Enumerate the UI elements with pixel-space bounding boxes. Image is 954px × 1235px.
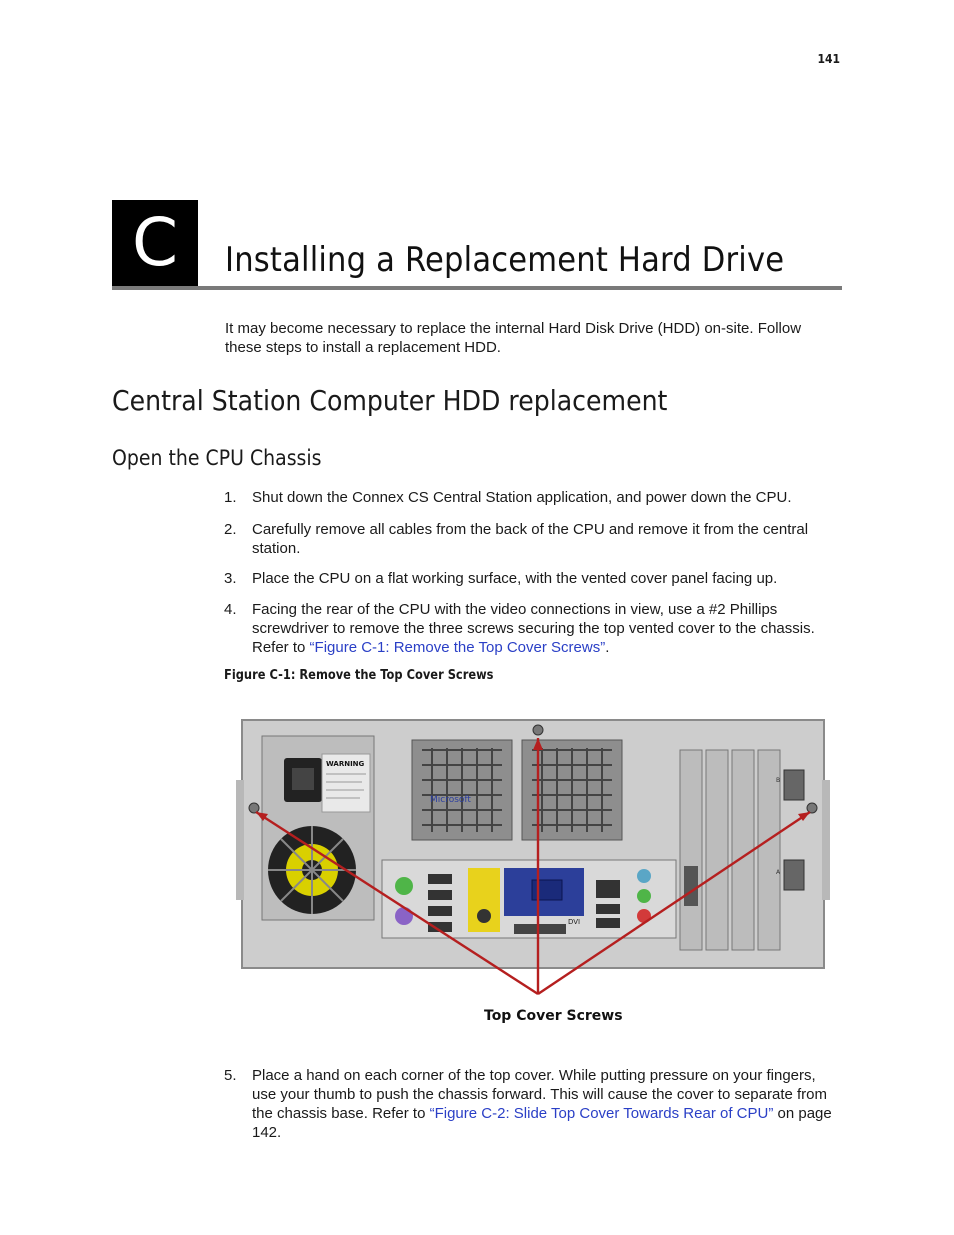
ps2-port-purple [395, 907, 413, 925]
vga-port [532, 880, 562, 900]
step-number: 1. [224, 489, 237, 506]
expansion-slot [732, 750, 754, 950]
step-item [224, 600, 840, 657]
callout-label: Top Cover Screws [484, 1008, 623, 1024]
serial-port-a [784, 860, 804, 890]
chapter-letter-block: C [112, 200, 198, 286]
step-number: 4. [224, 601, 237, 618]
warning-label-text: WARNING [326, 760, 365, 768]
cpu-rear-panel-figure [232, 690, 832, 1032]
step-text-tail: . [605, 639, 610, 656]
dvi-slot-bracket [684, 866, 698, 906]
figure-c2-link[interactable]: “Figure C-2: Slide Top Cover Towards Rear of CPU” [429, 1105, 774, 1122]
step-text: Place the CPU on a flat working surface, with the vented cover panel facing up. [252, 570, 778, 587]
step-number: 2. [224, 521, 237, 538]
audio-jack-green [637, 889, 651, 903]
step-text-container [252, 600, 840, 657]
step-text: Place a hand on each corner of the top cover. While putting pressure on your fingers, use your thumb to push the chassis forward. This will cause the cover to separate from the chassis base. Refer to [252, 1067, 827, 1122]
lan-port [596, 880, 620, 898]
step-item [224, 488, 840, 507]
ps2-port-green [395, 877, 413, 895]
usb-port [596, 918, 620, 928]
step-text: Facing the rear of the CPU with the video connections in view, use a #2 Phillips screwdriver to remove the three screws securing the top vented cover to the chassis. Refer to [252, 601, 815, 656]
chapter-title: Installing a Replacement Hard Drive [225, 240, 785, 280]
step-text-tail: on page 142. [252, 1105, 832, 1141]
step-item [224, 569, 840, 588]
step-item [224, 1066, 840, 1142]
figure-caption: Figure C-1: Remove the Top Cover Screws [224, 668, 494, 683]
expansion-slot [706, 750, 728, 950]
top-cover-screw [807, 803, 817, 813]
usb-port [428, 906, 452, 916]
step-text: Shut down the Connex CS Central Station application, and power down the CPU. [252, 489, 792, 506]
step-number: 5. [224, 1067, 237, 1084]
step-number: 3. [224, 570, 237, 587]
step-text: Carefully remove all cables from the back of the CPU and remove it from the central station. [252, 521, 809, 557]
chapter-title-rule [112, 286, 842, 290]
usb-port [428, 890, 452, 900]
top-cover-screw [533, 725, 543, 735]
step-text-container [252, 1066, 840, 1142]
usb-port [596, 904, 620, 914]
serial-port-a-label: A [776, 869, 781, 876]
figure-c1-link[interactable]: “Figure C-1: Remove the Top Cover Screws” [309, 639, 606, 656]
section-heading: Central Station Computer HDD replacement [112, 384, 668, 417]
intro-paragraph: It may become necessary to replace the internal Hard Disk Drive (HDD) on-site. Follow these steps to install a replacement HDD. [225, 320, 802, 356]
expansion-slot [680, 750, 702, 950]
serial-port-b-label: B [776, 777, 781, 784]
top-cover-screw [249, 803, 259, 813]
dvi-port [514, 924, 566, 934]
subsection-heading: Open the CPU Chassis [112, 446, 322, 470]
page-number: 141 [817, 52, 840, 66]
serial-port-b [784, 770, 804, 800]
audio-jack-blue [637, 869, 651, 883]
dvi-label: DVI [568, 918, 581, 926]
usb-port [428, 874, 452, 884]
step-item [224, 520, 840, 558]
fan-brand-label: Microsoft [430, 795, 471, 805]
